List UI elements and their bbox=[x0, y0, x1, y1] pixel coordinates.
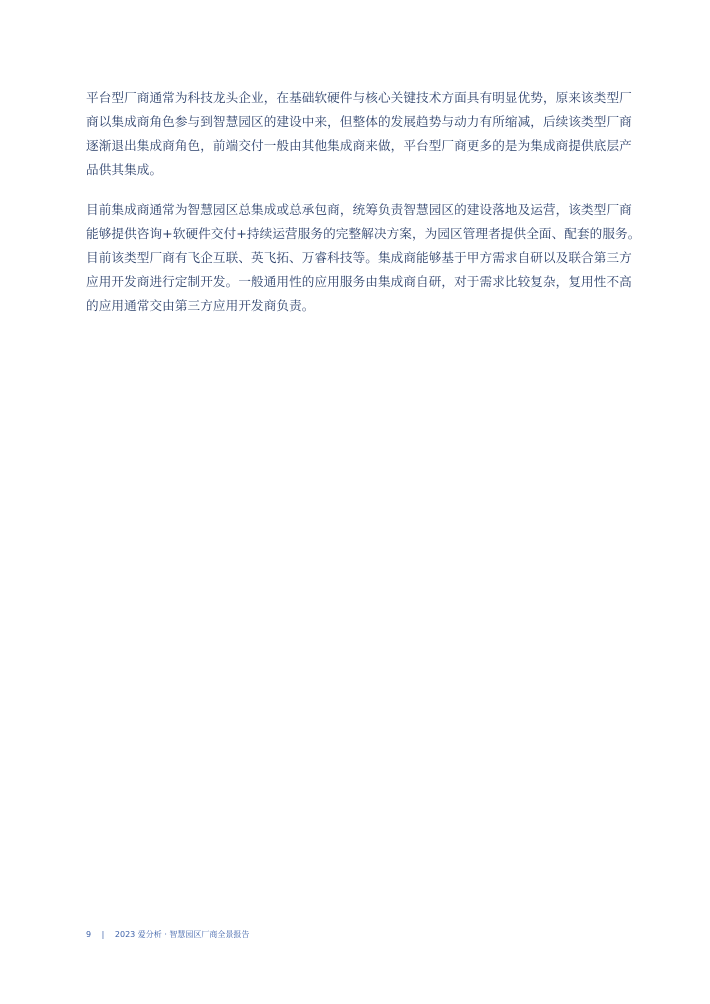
body-text bbox=[86, 86, 641, 334]
text-line: 逐渐退出集成商角色，前端交付一般由其他集成商来做，平台型厂商更多的是为集成商提供底层产 bbox=[86, 138, 632, 153]
text-line: 商以集成商角色参与到智慧园区的建设中来，但整体的发展趋势与动力有所缩减，后续该类型厂商 bbox=[86, 114, 632, 129]
text-line: 目前集成商通常为智慧园区总集成或总承包商，统筹负责智慧园区的建设落地及运营，该类型厂商 bbox=[86, 202, 632, 217]
report-title: 2023 爱分析 · 智慧园区厂商全景报告 bbox=[114, 930, 250, 939]
page-number: 9 bbox=[86, 930, 92, 939]
text-line: 目前该类型厂商有飞企互联、英飞拓、万睿科技等。集成商能够基于甲方需求自研以及联合第三方 bbox=[86, 250, 632, 265]
text-line: 应用开发商进行定制开发。一般通用性的应用服务由集成商自研，对于需求比较复杂，复用性不高 bbox=[86, 274, 632, 289]
text-line: 品供其集成。 bbox=[86, 162, 163, 177]
text-line: 平台型厂商通常为科技龙头企业，在基础软硬件与核心关键技术方面具有明显优势，原来该类型厂 bbox=[86, 90, 632, 105]
text-line: 的应用通常交由第三方应用开发商负责。 bbox=[86, 298, 315, 313]
footer-separator: | bbox=[101, 930, 105, 939]
page-footer bbox=[86, 929, 249, 941]
paragraph-platform-vendors bbox=[86, 86, 632, 182]
paragraph-integrators bbox=[86, 198, 641, 318]
text-line: 能够提供咨询+软硬件交付+持续运营服务的完整解决方案，为园区管理者提供全面、配套的服务。 bbox=[86, 226, 641, 241]
